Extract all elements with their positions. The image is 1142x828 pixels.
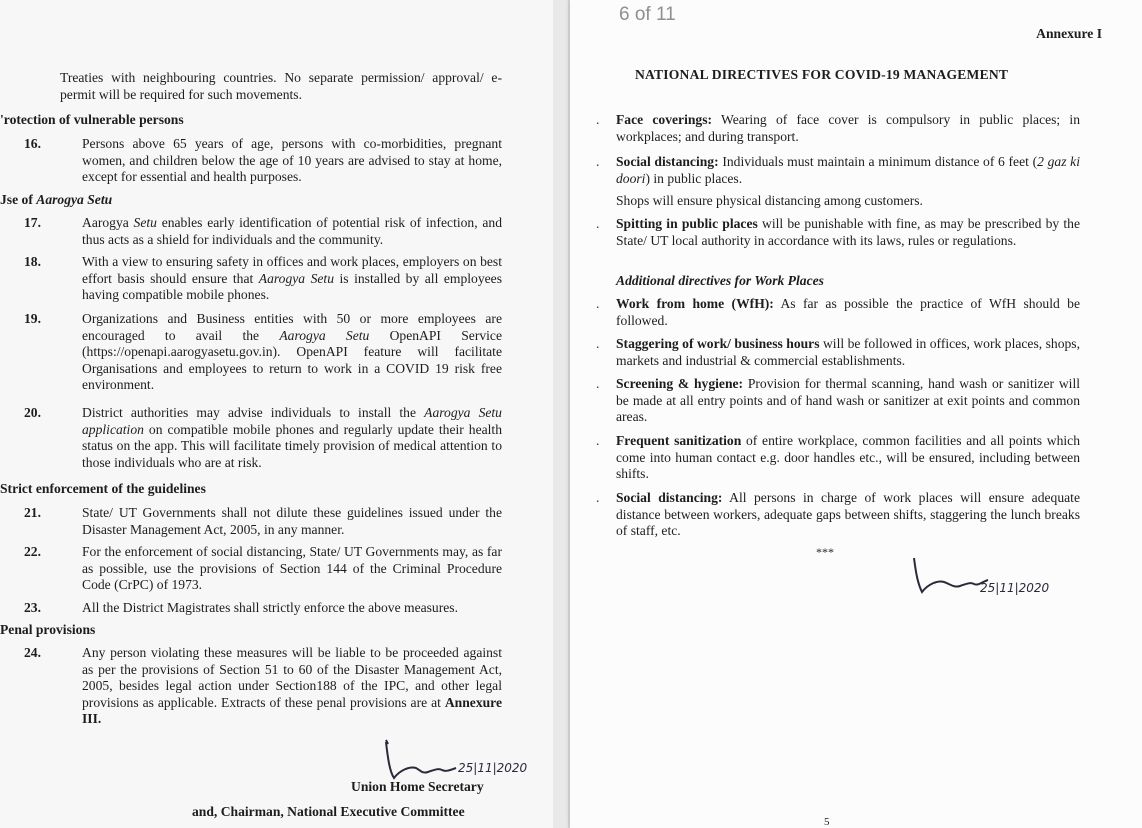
item-number: 19. <box>24 311 41 326</box>
item-19-text: Organizations and Business entities with 50 or more employees are encouraged to avail the Aarogya Setu OpenAPI Service (https://openapi.aarogyasetu.gov.in). OpenAPI feature will facilitate Organisations and employees to return to work in a COVID 19 risk free environment. <box>82 311 502 392</box>
intro-paragraph: Treaties with neighbouring countries. No separate permission/ approval/ e-permit will be required for such movements. <box>60 70 502 102</box>
item-22-text: For the enforcement of social distancing, State/ UT Governments may, as far as possible, use the provisions of Section 144 of the Criminal Procedure Code (CrPC) of 1973. <box>82 544 502 592</box>
item-23-text: All the District Magistrates shall strictly enforce the above measures. <box>82 600 458 615</box>
annexure-label: Annexure I <box>1036 26 1102 41</box>
bullet-marker: . <box>596 433 600 448</box>
directive-workplace-distancing: Social distancing: All persons in charge of work places will ensure adequate distance between workers, adequate gaps between shifts, staggering the lunch breaks of staff, etc. <box>616 490 1080 538</box>
item-number: 17. <box>24 215 41 230</box>
section-heading-vulnerable: 'rotection of vulnerable persons <box>0 112 184 127</box>
item-18-text: With a view to ensuring safety in offices and work places, employers on best effort basis should ensure that Aarogya Setu is installed by all employees having compatible mobile phones. <box>82 254 502 302</box>
directive-screening: Screening & hygiene: Provision for thermal scanning, hand wash or sanitizer will be made at all entry points and of hand wash or sanitizer at exit points and common areas. <box>616 376 1080 424</box>
bullet-marker: . <box>596 376 600 391</box>
page-indicator: 6 of 11 <box>619 4 676 25</box>
signatory-title: Union Home Secretary <box>351 779 484 794</box>
signature-date: 25|11|2020 <box>458 761 528 775</box>
item-24-text: Any person violating these measures will be liable to be proceeded against as per the provisions of Section 51 to 60 of the Disaster Management Act, 2005, besides legal action under Section188 of the IPC, and other legal provisions as applicable. Extracts of these penal provisions are at Annexure III. <box>82 645 502 726</box>
page-number: 5 <box>824 816 830 828</box>
section-heading-enforcement: Strict enforcement of the guidelines <box>0 481 206 496</box>
directive-shops: Shops will ensure physical distancing among customers. <box>616 193 923 208</box>
directive-staggering: Staggering of work/ business hours will be followed in offices, work places, shops, markets and industrial & commercial establishments. <box>616 336 1080 368</box>
item-number: 18. <box>24 254 41 269</box>
bullet-marker: . <box>596 112 600 127</box>
bullet-marker: . <box>596 296 600 311</box>
item-number: 24. <box>24 645 41 660</box>
left-document-page <box>0 0 553 828</box>
bullet-marker: . <box>596 154 600 169</box>
directive-social-distancing: Social distancing: Individuals must maintain a minimum distance of 6 feet (2 gaz ki doori) in public places. <box>616 154 1080 186</box>
end-stars: *** <box>816 545 834 559</box>
signature-icon <box>904 548 1054 608</box>
bullet-marker: . <box>596 490 600 505</box>
bullet-marker: . <box>596 216 600 231</box>
item-number: 21. <box>24 505 41 520</box>
item-number: 23. <box>24 600 41 615</box>
directive-spitting: Spitting in public places will be punishable with fine, as may be prescribed by the State/ UT local authority in accordance with its laws, rules or regulations. <box>616 216 1080 248</box>
signature-date: 25|11|2020 <box>980 581 1050 595</box>
annexure-title: NATIONAL DIRECTIVES FOR COVID-19 MANAGEMENT <box>635 67 1009 82</box>
item-number: 22. <box>24 544 41 559</box>
item-number: 16. <box>24 136 41 151</box>
subheading-workplaces: Additional directives for Work Places <box>616 273 824 288</box>
section-heading-penal: Penal provisions <box>0 622 96 637</box>
item-16-text: Persons above 65 years of age, persons with co-morbidities, pregnant women, and children below the age of 10 years are advised to stay at home, except for essential and health purposes. <box>82 136 502 184</box>
section-heading-aarogya: Jse of Aarogya Setu <box>0 192 113 207</box>
directive-face-coverings: Face coverings: Wearing of face cover is compulsory in public places; in workplaces; and during transport. <box>616 112 1081 144</box>
directive-sanitization: Frequent sanitization of entire workplace, common facilities and all points which come into human contact e.g. door handles etc., will be ensured, including between shifts. <box>616 433 1080 481</box>
item-21-text: State/ UT Governments shall not dilute these guidelines issued under the Disaster Management Act, 2005, in any manner. <box>82 505 502 537</box>
signatory-committee: and, Chairman, National Executive Committee <box>192 804 465 819</box>
item-number: 20. <box>24 405 41 420</box>
directive-wfh: Work from home (WfH): As far as possible the practice of WfH should be followed. <box>616 296 1080 328</box>
item-17-text: Aarogya Setu enables early identification of potential risk of infection, and thus acts as a shield for individuals and the community. <box>82 215 502 247</box>
bullet-marker: . <box>596 336 600 351</box>
item-20-text: District authorities may advise individuals to install the Aarogya Setu application on compatible mobile phones and regularly update their health status on the app. This will facilitate timely provision of medical attention to those individuals who are at risk. <box>82 405 502 470</box>
